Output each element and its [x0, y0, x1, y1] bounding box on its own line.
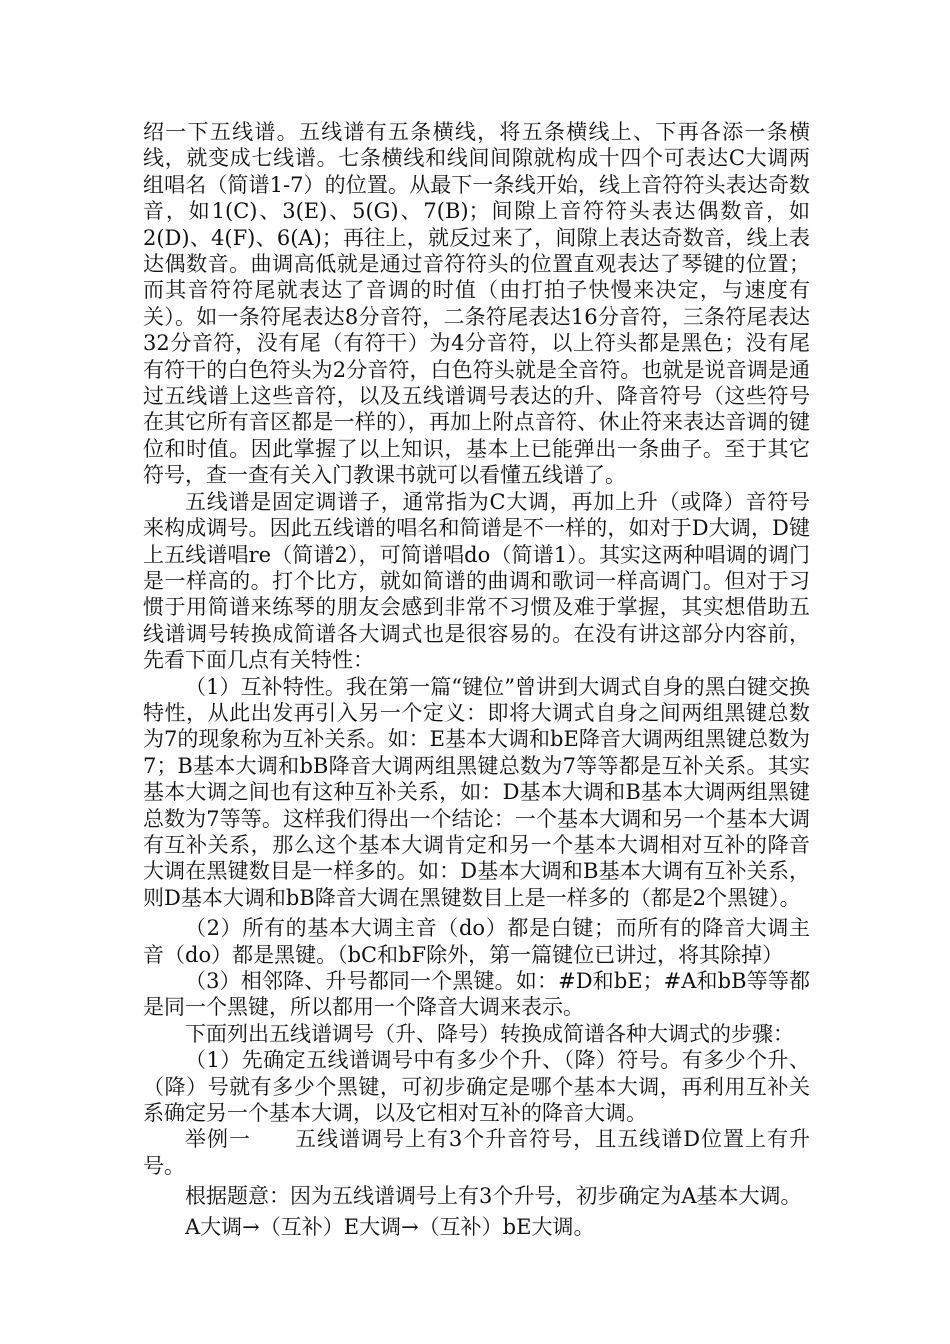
paragraph-fixed-key: 五线谱是固定调谱子，通常指为C大调，再加上升（或降）音符号来构成调号。因此五线谱的唱名和简谱是不一样的，如对于D大调，D键上五线谱唱re（简谱2），可简谱唱do（简谱1）。其实这两种唱调的调门是一样高的。打个比方，就如简谱的曲调和歌词一样高调门。但对于习惯于用简谱来练琴的朋友会感到非常不习惯及难于掌握，其实想借助五线谱调号转换成简谱各大调式也是很容易的。在没有讲这部分内容前，先看下面几点有关特性：: [143, 489, 810, 673]
paragraph-key-chain: A大调→（互补）E大调→（互补）bE大调。: [185, 1214, 595, 1239]
paragraph-step-one: （1）先确定五线谱调号中有多少个升、（降）符号。有多少个升、（降）号就有多少个黑键，可初步确定是哪个基本大调，再利用互补关系确定另一个基本大调，以及它相对互补的降音大调。: [143, 1048, 810, 1126]
paragraph-tonic-property: （2）所有的基本大调主音（do）都是白键；而所有的降音大调主音（do）都是黑键。（bC和bF除外，第一篇键位已讲过，将其除掉）: [143, 916, 810, 967]
paragraph-adjacent-property: （3）相邻降、升号都同一个黑键。如：#D和bE；#A和bB等等都是同一个黑键，所以都用一个降音大调来表示。: [143, 969, 810, 1020]
document-body: [143, 119, 810, 1240]
paragraph-complement-property: （1）互补特性。我在第一篇“键位”曾讲到大调式自身的黑白键交换特性，从此出发再引入另一个定义：即将大调式自身之间两组黑键总数为7的现象称为互补关系。如：E基本大调和bE降音大调两组黑键总数为7；B基本大调和bB降音大调两组黑键总数为7等等都是互补关系。其实基本大调之间也有这种互补关系，如：D基本大调和B基本大调两组黑键总数为7等等。这样我们得出一个结论：一个基本大调和另一个基本大调有互补关系，那么这个基本大调肯定和另一个基本大调相对互补的降音大调在黑键数目是一样多的。如：D基本大调和B基本大调有互补关系，则D基本大调和bB降音大调在黑键数目上是一样多的（都是2个黑键）。: [143, 674, 810, 910]
paragraph-staff-intro: 绍一下五线谱。五线谱有五条横线，将五条横线上、下再各添一条横线，就变成七线谱。七条横线和线间间隙就构成十四个可表达C大调两组唱名（简谱1-7）的位置。从最下一条线开始，线上音符符头表达奇数音，如1(C)、3(E)、5(G)、7(B)；间隙上音符符头表达偶数音，如2(D)、4(F)、6(A)；再往上，就反过来了，间隙上表达奇数音，线上表达偶数音。曲调高低就是通过音符符头的位置直观表达了琴键的位置；而其音符符尾就表达了音调的时值（由打拍子快慢来决定，与速度有关）。如一条符尾表达8分音符，二条符尾表达16分音符，三条符尾表达32分音符，没有尾（有符干）为4分音符，以上符头都是黑色；没有尾有符干的白色符头为2分音符，白色符头就是全音符。也就是说音调是通过五线谱上这些音符，以及五线谱调号表达的升、降音符号（这些符号在其它所有音区都是一样的），再加上附点音符、休止符来表达音调的键位和时值。因此掌握了以上知识，基本上已能弹出一条曲子。至于其它符号，查一查有关入门教课书就可以看懂五线谱了。: [143, 120, 810, 488]
paragraph-reasoning: 根据题意：因为五线谱调号上有3个升号，初步确定为A基本大调。: [185, 1184, 802, 1209]
paragraph-example-one: 举例一 五线谱调号上有3个升音符号，且五线谱D位置上有升号。: [143, 1127, 810, 1178]
paragraph-steps-heading: 下面列出五线谱调号（升、降号）转换成简谱各种大调式的步骤：: [185, 1021, 794, 1046]
